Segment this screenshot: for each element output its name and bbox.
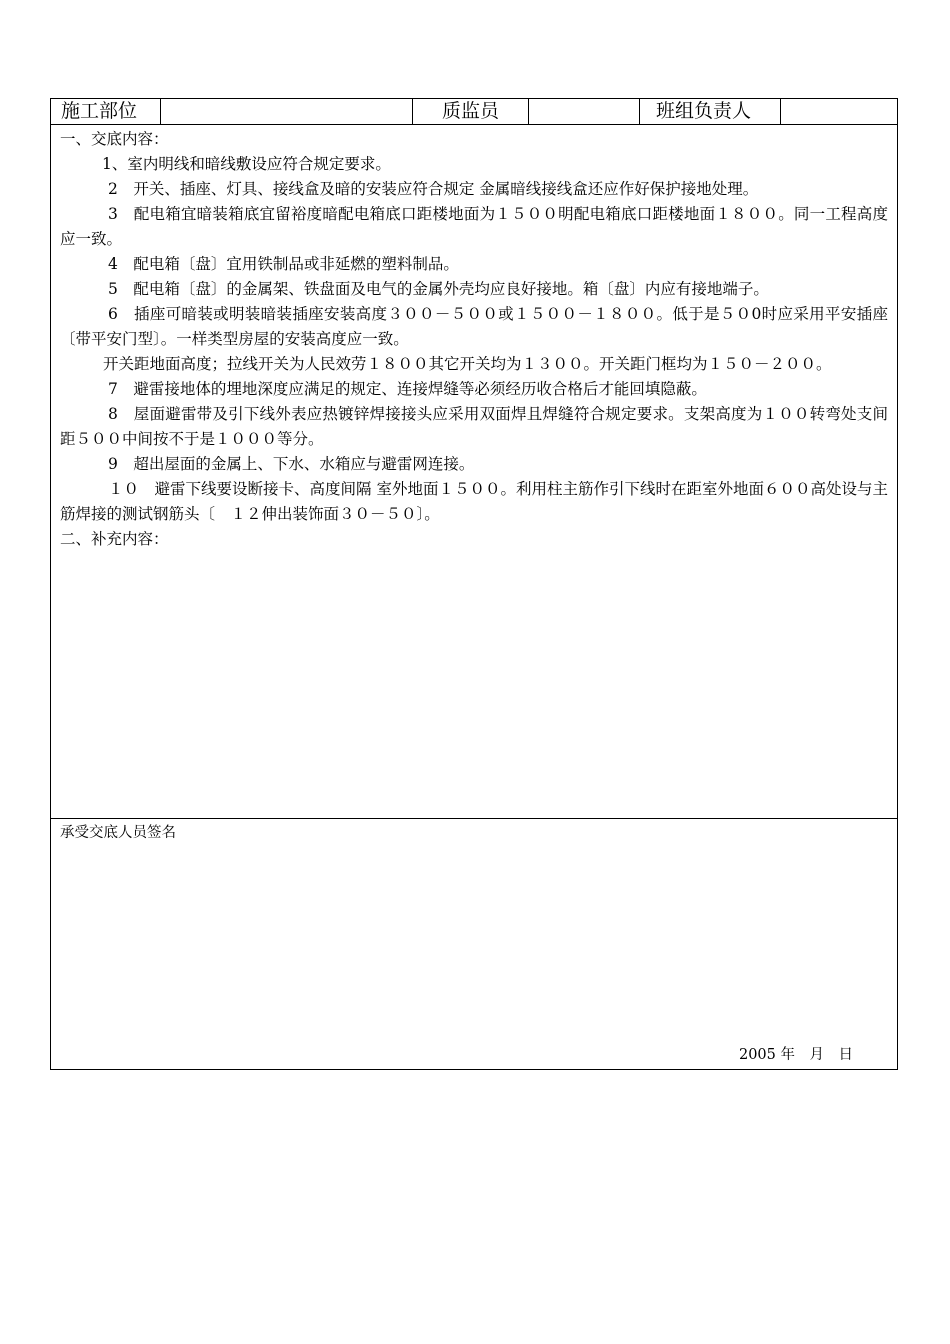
item-7: 7 避雷接地体的埋地深度应满足的规定、连接焊缝等必须经历收合格后才能回填隐蔽。 [108, 380, 707, 398]
item-8: 8 屋面避雷带及引下线外表应热镀锌焊接接头应采用双面焊且焊缝符合规定要求。支架高度为１００转弯处支间距５００中间按不于是１０００等分。 [60, 405, 888, 448]
site-value-field[interactable] [161, 99, 413, 124]
item-5: 5 配电箱〔盘〕的金属架、铁盘面及电气的金属外壳均应良好接地。箱〔盘〕内应有接地端子。 [108, 280, 769, 298]
item-4: 4 配电箱〔盘〕宜用铁制品或非延燃的塑料制品。 [108, 255, 459, 273]
item-6-switch-height: 开关距地面高度；拉线开关为人民效劳１８００其它开关均为１３００。开关距门框均为１５０－２００。 [103, 355, 832, 373]
team-leader-label: 班组负责人 [640, 99, 781, 124]
section1-title: 一、交底内容： [60, 130, 169, 148]
team-leader-value-field[interactable] [781, 99, 897, 124]
item-1: 1、室内明线和暗线敷设应符合规定要求。 [102, 155, 391, 173]
signature-label: 承受交底人员签名 [60, 825, 176, 841]
site-label: 施工部位 [51, 99, 161, 124]
signature-date: 2005 年 月 日 [738, 1047, 853, 1063]
item-6: 6 插座可暗装或明装暗装插座安装高度３００－５００或１５００－１８００。低于是５０0时应采用平安插座〔带平安门型〕。一样类型房屋的安装高度应一致。 [60, 305, 888, 348]
disclosure-content [51, 125, 897, 819]
form-header-row [51, 99, 897, 125]
item-10: １０ 避雷下线要设断接卡、高度间隔 室外地面１５００。利用柱主筋作引下线时在距室外地面６００高处设与主筋焊接的测试钢筋头〔 １２伸出装饰面３０－５０〕。 [60, 480, 888, 523]
item-9: 9 超出屋面的金属上、下水、水箱应与避雷网连接。 [108, 455, 475, 473]
item-3: 3 配电箱宜暗装箱底宜留裕度暗配电箱底口距楼地面为１５００明配电箱底口距楼地面１８００。同一工程高度应一致。 [60, 205, 888, 248]
inspector-label: 质监员 [413, 99, 529, 124]
signature-section[interactable] [51, 819, 897, 1069]
disclosure-form [50, 98, 898, 1070]
item-2: 2 开关、插座、灯具、接线盒及暗的安装应符合规定 金属暗线接线盒还应作好保护接地处理。 [108, 180, 759, 198]
section2-title: 二、补充内容： [60, 530, 169, 548]
inspector-value-field[interactable] [529, 99, 640, 124]
